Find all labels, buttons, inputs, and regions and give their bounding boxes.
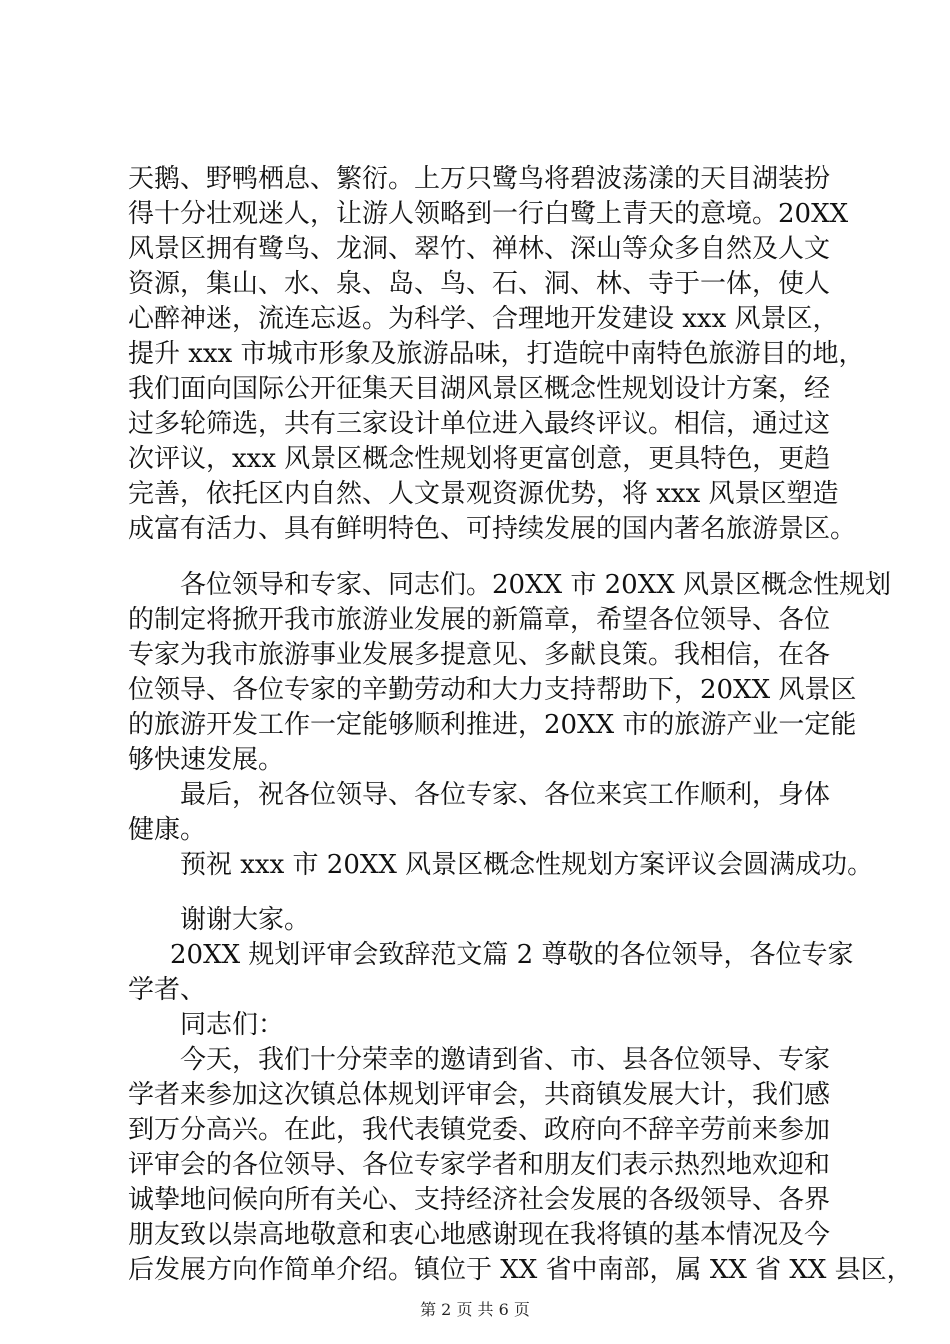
text-line-3: 风景区拥有鹭鸟、龙洞、翠竹、禅林、深山等众多自然及人文: [128, 234, 831, 264]
text-line-25: 今天，我们十分荣幸的邀请到省、市、县各位领导、专家: [180, 1045, 831, 1075]
text-line-21: 谢谢大家。: [180, 905, 311, 935]
text-line-13: 的制定将掀开我市旅游业发展的新篇章，希望各位领导、各位: [128, 605, 831, 635]
text-line-17: 够快速发展。: [128, 745, 285, 775]
text-line-20: 预祝 xxx 市 20XX 风景区概念性规划方案评议会圆满成功。: [180, 850, 874, 880]
text-line-7: 我们面向国际公开征集天目湖风景区概念性规划设计方案，经: [128, 374, 831, 404]
page-footer: 第 2 页 共 6 页: [420, 1300, 530, 1319]
text-line-30: 朋友致以崇高地敬意和衷心地感谢现在我将镇的基本情况及今: [128, 1220, 831, 1250]
text-line-27: 到万分高兴。在此，我代表镇党委、政府向不辞辛劳前来参加: [128, 1115, 831, 1145]
text-line-10: 完善，依托区内自然、人文景观资源优势，将 xxx 风景区塑造: [128, 479, 839, 509]
text-line-14: 专家为我市旅游事业发展多提意见、多献良策。我相信，在各: [128, 640, 831, 670]
text-line-8: 过多轮筛选，共有三家设计单位进入最终评议。相信，通过这: [128, 409, 831, 439]
text-line-11: 成富有活力、具有鲜明特色、可持续发展的国内著名旅游景区。: [128, 514, 857, 544]
text-line-19: 健康。: [128, 815, 207, 845]
text-line-31: 后发展方向作简单介绍。镇位于 XX 省中南部，属 XX 省 XX 县区，: [128, 1255, 913, 1285]
text-line-24: 同志们：: [180, 1010, 285, 1040]
text-line-4: 资源，集山、水、泉、岛、鸟、石、洞、林、寺于一体，使人: [128, 269, 831, 299]
text-line-15: 位领导、各位专家的辛勤劳动和大力支持帮助下，20XX 风景区: [128, 675, 857, 705]
text-line-29: 诚挚地问候向所有关心、支持经济社会发展的各级领导、各界: [128, 1185, 831, 1215]
text-line-28: 评审会的各位领导、各位专家学者和朋友们表示热烈地欢迎和: [128, 1150, 831, 1180]
text-line-26: 学者来参加这次镇总体规划评审会，共商镇发展大计，我们感: [128, 1080, 831, 1110]
text-line-22: 20XX 规划评审会致辞范文篇 2 尊敬的各位领导，各位专家: [170, 940, 854, 970]
text-line-23: 学者、: [128, 975, 207, 1005]
text-line-6: 提升 xxx 市城市形象及旅游品味，打造皖中南特色旅游目的地，: [128, 339, 865, 369]
text-line-12: 各位领导和专家、同志们。20XX 市 20XX 风景区概念性规划: [180, 570, 892, 600]
text-line-2: 得十分壮观迷人，让游人领略到一行白鹭上青天的意境。20XX: [128, 199, 849, 229]
text-line-1: 天鹅、野鸭栖息、繁衍。上万只鹭鸟将碧波荡漾的天目湖装扮: [128, 164, 831, 194]
text-line-18: 最后，祝各位领导、各位专家、各位来宾工作顺利，身体: [180, 780, 831, 810]
text-line-9: 次评议，xxx 风景区概念性规划将更富创意，更具特色，更趋: [128, 444, 831, 474]
text-line-16: 的旅游开发工作一定能够顺利推进，20XX 市的旅游产业一定能: [128, 710, 857, 740]
text-line-5: 心醉神迷，流连忘返。为科学、合理地开发建设 xxx 风景区，: [128, 304, 839, 334]
